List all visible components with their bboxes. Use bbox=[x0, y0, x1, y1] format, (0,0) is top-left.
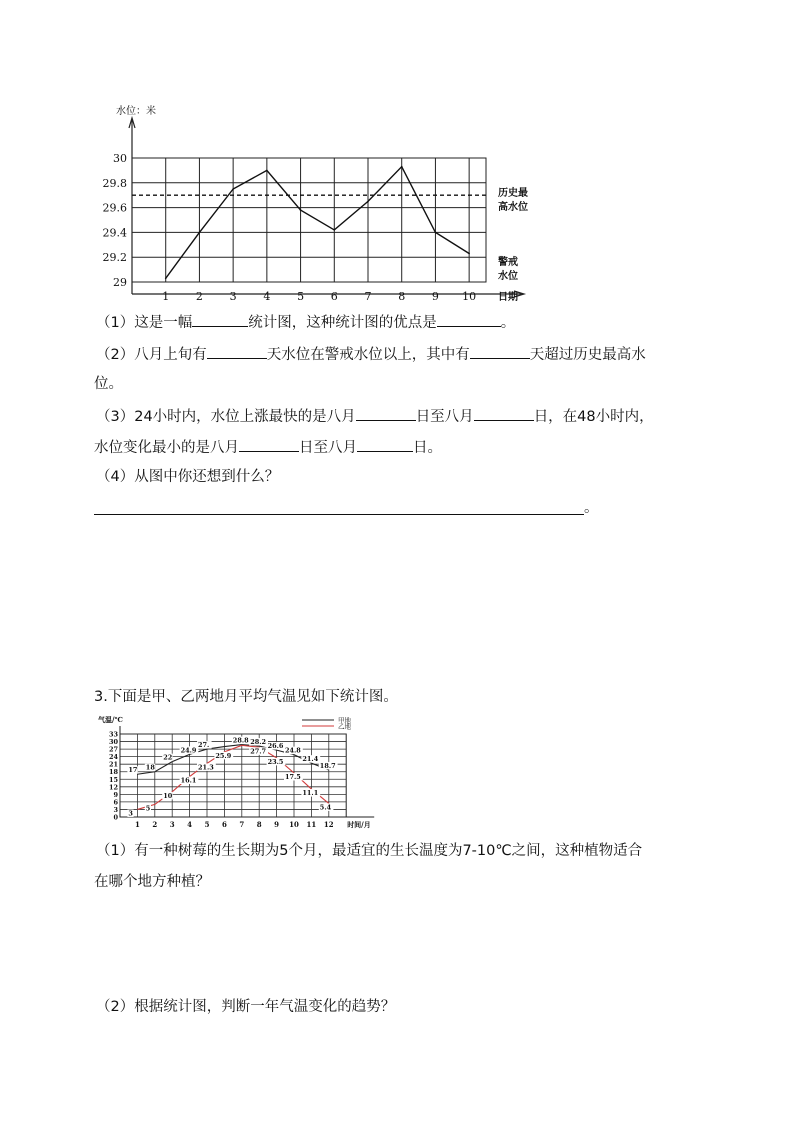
data-label: 21.3 bbox=[198, 763, 214, 772]
y-tick-label: 30 bbox=[108, 738, 118, 747]
q2-2-text-c: 天超过历史最高水 bbox=[529, 347, 646, 363]
x-tick-label: 8 bbox=[398, 290, 406, 303]
x-axis-label: 日期 bbox=[498, 292, 518, 303]
q2-1-text-b: 统计图，这种统计图的优点是 bbox=[248, 315, 437, 331]
temperature-chart bbox=[96, 712, 371, 836]
data-point bbox=[333, 229, 335, 231]
legend-label: 乙地 bbox=[338, 722, 351, 731]
x-tick-label: 11 bbox=[306, 820, 317, 829]
data-label: 26.6 bbox=[267, 742, 284, 751]
question-2-3-cont bbox=[94, 436, 442, 458]
x-tick-label: 7 bbox=[364, 290, 372, 303]
x-tick-label: 5 bbox=[204, 820, 210, 829]
x-tick-label: 5 bbox=[297, 290, 305, 303]
y-tick-label: 29.2 bbox=[102, 251, 127, 265]
y-tick-label: 9 bbox=[113, 790, 118, 799]
answer-blank[interactable] bbox=[470, 343, 530, 359]
y-tick-label: 24 bbox=[108, 753, 118, 762]
answer-line[interactable] bbox=[94, 498, 584, 515]
y-tick-label: 33 bbox=[108, 730, 118, 739]
data-point bbox=[401, 166, 403, 168]
x-tick-label: 4 bbox=[263, 290, 271, 303]
q2-2-text-d: 位。 bbox=[94, 376, 123, 392]
q2-3-text-d: 水位变化最小的是八月 bbox=[94, 440, 239, 456]
x-tick-label: 6 bbox=[330, 290, 338, 303]
data-label: 28.8 bbox=[232, 736, 249, 745]
x-tick-label: 7 bbox=[239, 820, 245, 829]
q2-1-text-a: （1）这是一幅 bbox=[96, 315, 193, 331]
q2-4-text: （4）从图中你还想到什么？ bbox=[96, 469, 280, 485]
x-tick-label: 12 bbox=[323, 820, 334, 829]
question-2-2-cont bbox=[94, 374, 123, 394]
q2-3-text-e: 日至八月 bbox=[299, 440, 357, 456]
y-tick-label: 27 bbox=[108, 745, 118, 754]
x-tick-label: 2 bbox=[195, 290, 203, 303]
question-2-2 bbox=[96, 343, 646, 365]
q2-1-text-c: 。 bbox=[500, 315, 516, 331]
question-3-1-cont: 在哪个地方种植？ bbox=[94, 874, 210, 890]
x-tick-label: 1 bbox=[134, 820, 140, 829]
y-tick-label: 30 bbox=[113, 152, 127, 165]
legend-label: 甲地 bbox=[338, 716, 351, 725]
q2-2-text-a: （2）八月上旬有 bbox=[96, 347, 207, 363]
data-label: 5 bbox=[145, 804, 151, 813]
data-point bbox=[367, 201, 369, 203]
data-point bbox=[468, 253, 470, 255]
reference-label: 历史最 bbox=[498, 188, 528, 200]
y-tick-label: 21 bbox=[108, 760, 118, 769]
y-tick-label: 3 bbox=[113, 805, 118, 814]
reference-label: 高水位 bbox=[498, 202, 528, 214]
x-tick-label: 2 bbox=[152, 820, 158, 829]
data-label: 5.4 bbox=[319, 803, 332, 812]
y-tick-label: 29.6 bbox=[102, 201, 127, 215]
x-tick-label: 9 bbox=[274, 820, 280, 829]
question-2-3 bbox=[96, 405, 654, 427]
answer-blank[interactable] bbox=[357, 436, 413, 452]
y-tick-label: 29 bbox=[113, 276, 127, 289]
data-label: 24.9 bbox=[180, 746, 197, 755]
y-tick-label: 18 bbox=[108, 768, 118, 777]
data-point bbox=[266, 170, 268, 172]
y-tick-label: 12 bbox=[108, 783, 118, 792]
y-axis-label: 水位：米 bbox=[116, 106, 156, 117]
q2-3-text-f: 日。 bbox=[413, 440, 442, 456]
data-label: 28.2 bbox=[250, 738, 267, 747]
data-label: 27.7 bbox=[250, 747, 267, 756]
question-2-1 bbox=[96, 311, 515, 333]
x-tick-label: 3 bbox=[229, 290, 237, 303]
x-tick-label: 4 bbox=[187, 820, 193, 829]
reference-label: 水位 bbox=[498, 271, 518, 283]
y-tick-label: 29.8 bbox=[102, 176, 127, 190]
x-tick-label: 10 bbox=[462, 290, 477, 303]
x-tick-label: 3 bbox=[169, 820, 175, 829]
y-tick-label: 29.4 bbox=[102, 226, 127, 240]
y-tick-label: 0 bbox=[113, 813, 118, 822]
data-point bbox=[165, 277, 167, 279]
data-label: 22 bbox=[163, 753, 173, 762]
data-label: 27. bbox=[198, 741, 210, 750]
reference-label: 警戒 bbox=[498, 257, 518, 269]
data-point bbox=[199, 232, 201, 234]
question-3-1: （1）有一种树莓的生长期为5个月，最适宜的生长温度为7-10℃之间，这种植物适合 bbox=[96, 843, 643, 859]
question-3-2: （2）根据统计图，判断一年气温变化的趋势？ bbox=[96, 999, 396, 1015]
x-tick-label: 6 bbox=[221, 820, 227, 829]
data-label: 17 bbox=[128, 766, 138, 775]
x-axis-label: 时间/月 bbox=[347, 820, 371, 829]
x-tick-label: 10 bbox=[289, 820, 299, 829]
data-label: 17.5 bbox=[285, 772, 301, 781]
q2-3-text-a: （3）24小时内，水位上涨最快的是八月 bbox=[96, 409, 356, 425]
water-level-series-line bbox=[166, 167, 469, 279]
answer-line-period: 。 bbox=[584, 500, 599, 516]
data-label: 23.5 bbox=[267, 757, 284, 766]
data-label: 18 bbox=[145, 763, 155, 772]
data-point bbox=[232, 188, 234, 190]
answer-blank[interactable] bbox=[239, 436, 299, 452]
y-tick-label: 15 bbox=[108, 775, 118, 784]
x-tick-label: 8 bbox=[256, 820, 262, 829]
data-label: 21.4 bbox=[302, 755, 319, 764]
data-point bbox=[435, 232, 437, 234]
answer-blank[interactable] bbox=[192, 311, 248, 327]
answer-blank[interactable] bbox=[437, 311, 501, 327]
y-axis-label: 气温/℃ bbox=[98, 715, 123, 724]
data-label: 18.7 bbox=[319, 761, 336, 770]
data-point bbox=[300, 209, 302, 211]
data-label: 3 bbox=[128, 809, 133, 818]
q2-3-text-b: 日至八月 bbox=[415, 409, 474, 425]
x-tick-label: 1 bbox=[162, 290, 170, 303]
data-label: 10 bbox=[163, 791, 173, 800]
section-3-heading: 3.下面是甲、乙两地月平均气温见如下统计图。 bbox=[94, 689, 398, 705]
answer-blank[interactable] bbox=[207, 343, 267, 359]
x-tick-label: 9 bbox=[431, 290, 439, 303]
question-2-4 bbox=[96, 467, 279, 487]
answer-blank[interactable] bbox=[356, 405, 416, 421]
data-label: 16.1 bbox=[180, 776, 197, 785]
plot-frame bbox=[132, 158, 486, 282]
water-level-chart bbox=[100, 96, 540, 308]
data-label: 24.8 bbox=[285, 746, 301, 755]
data-label: 11.1 bbox=[302, 789, 319, 798]
answer-blank[interactable] bbox=[474, 405, 534, 421]
data-label: 25.9 bbox=[215, 751, 232, 760]
q2-3-text-c: 日，在48小时内， bbox=[533, 409, 654, 425]
y-tick-label: 6 bbox=[113, 798, 118, 807]
q2-2-text-b: 天水位在警戒水位以上，其中有 bbox=[266, 347, 470, 363]
